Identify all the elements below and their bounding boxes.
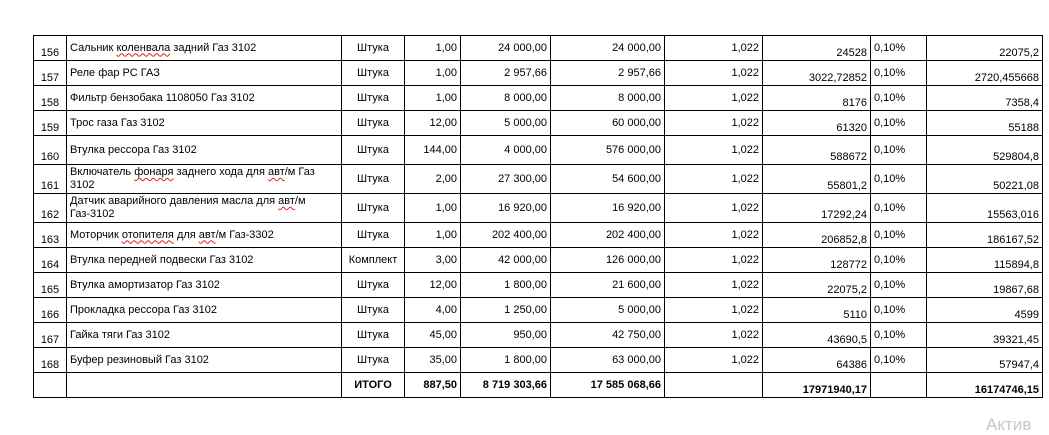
spellcheck-mark: авт: [278, 195, 295, 207]
coefficient-cell: 1,022: [665, 111, 763, 136]
calculated-cell: 55801,2: [763, 165, 871, 194]
quantity-cell: 12,00: [405, 273, 461, 298]
sum-cell: 202 400,00: [551, 223, 665, 248]
price-cell: 42 000,00: [461, 248, 551, 273]
sum-cell: 21 600,00: [551, 273, 665, 298]
price-cell: 4 000,00: [461, 136, 551, 165]
item-name: Гайка тяги Газ 3102: [67, 323, 342, 348]
item-name: Втулка рессора Газ 3102: [67, 136, 342, 165]
row-number: 158: [34, 86, 67, 111]
coefficient-cell: 1,022: [665, 248, 763, 273]
quantity-cell: 12,00: [405, 111, 461, 136]
price-cell: 8 000,00: [461, 86, 551, 111]
result-cell: 15563,016: [927, 194, 1043, 223]
coefficient-cell: 1,022: [665, 298, 763, 323]
table-row: [34, 165, 1043, 194]
total-coef-cell: [665, 373, 763, 398]
coefficient-cell: 1,022: [665, 194, 763, 223]
unit-cell: Штука: [342, 194, 405, 223]
table-row: [34, 223, 1043, 248]
percent-cell: 0,10%: [871, 194, 927, 223]
calculated-cell: 8176: [763, 86, 871, 111]
calculated-cell: 588672: [763, 136, 871, 165]
sum-cell: 126 000,00: [551, 248, 665, 273]
table-row: [34, 194, 1043, 223]
quantity-cell: 3,00: [405, 248, 461, 273]
coefficient-cell: 1,022: [665, 86, 763, 111]
unit-cell: Штука: [342, 165, 405, 194]
spellcheck-mark: авт: [267, 166, 285, 178]
quantity-cell: 35,00: [405, 348, 461, 373]
row-number: 156: [34, 36, 67, 61]
result-cell: 186167,52: [927, 223, 1043, 248]
table-row: [34, 323, 1043, 348]
result-cell: 2720,455668: [927, 61, 1043, 86]
total-name-cell: [67, 373, 342, 398]
coefficient-cell: 1,022: [665, 61, 763, 86]
result-cell: 50221,08: [927, 165, 1043, 194]
calculated-cell: 206852,8: [763, 223, 871, 248]
total-calc: 17971940,17: [763, 373, 871, 398]
sum-cell: 2 957,66: [551, 61, 665, 86]
quantity-cell: 4,00: [405, 298, 461, 323]
items-table: [33, 35, 1043, 398]
sum-cell: 16 920,00: [551, 194, 665, 223]
coefficient-cell: 1,022: [665, 223, 763, 248]
price-cell: 5 000,00: [461, 111, 551, 136]
unit-cell: Штука: [342, 323, 405, 348]
unit-cell: Штука: [342, 348, 405, 373]
quantity-cell: 1,00: [405, 86, 461, 111]
coefficient-cell: 1,022: [665, 165, 763, 194]
calculated-cell: 24528: [763, 36, 871, 61]
total-price: 8 719 303,66: [461, 373, 551, 398]
percent-cell: 0,10%: [871, 86, 927, 111]
sum-cell: 5 000,00: [551, 298, 665, 323]
result-cell: 22075,2: [927, 36, 1043, 61]
spellcheck-mark: фонаря: [134, 166, 174, 178]
calculated-cell: 43690,5: [763, 323, 871, 348]
item-name: Фильтр бензобака 1108050 Газ 3102: [67, 86, 342, 111]
unit-cell: Штука: [342, 223, 405, 248]
row-number: 163: [34, 223, 67, 248]
row-number: 159: [34, 111, 67, 136]
result-cell: 39321,45: [927, 323, 1043, 348]
unit-cell: Штука: [342, 86, 405, 111]
price-cell: 16 920,00: [461, 194, 551, 223]
calculated-cell: 22075,2: [763, 273, 871, 298]
percent-cell: 0,10%: [871, 111, 927, 136]
price-cell: 1 250,00: [461, 298, 551, 323]
percent-cell: 0,10%: [871, 273, 927, 298]
item-name: Буфер резиновый Газ 3102: [67, 348, 342, 373]
table-row: [34, 61, 1043, 86]
unit-cell: Комплект: [342, 248, 405, 273]
result-cell: 57947,4: [927, 348, 1043, 373]
quantity-cell: 45,00: [405, 323, 461, 348]
row-number: 161: [34, 165, 67, 194]
sum-cell: 54 600,00: [551, 165, 665, 194]
row-number: 164: [34, 248, 67, 273]
quantity-cell: 1,00: [405, 223, 461, 248]
price-cell: 24 000,00: [461, 36, 551, 61]
row-number: 167: [34, 323, 67, 348]
unit-cell: Штука: [342, 61, 405, 86]
result-cell: 7358,4: [927, 86, 1043, 111]
row-number: 162: [34, 194, 67, 223]
item-name: Датчик аварийного давления масла для авт/м Газ-3102: [67, 194, 342, 223]
percent-cell: 0,10%: [871, 165, 927, 194]
item-name: Сальник коленвала задний Газ 3102: [67, 36, 342, 61]
sum-cell: 8 000,00: [551, 86, 665, 111]
row-number: 157: [34, 61, 67, 86]
unit-cell: Штука: [342, 136, 405, 165]
table-row: [34, 136, 1043, 165]
calculated-cell: 128772: [763, 248, 871, 273]
percent-cell: 0,10%: [871, 61, 927, 86]
row-number: 168: [34, 348, 67, 373]
spellcheck-mark: авт: [198, 228, 216, 241]
coefficient-cell: 1,022: [665, 273, 763, 298]
calculated-cell: 17292,24: [763, 194, 871, 223]
table-row: [34, 348, 1043, 373]
quantity-cell: 144,00: [405, 136, 461, 165]
price-cell: 2 957,66: [461, 61, 551, 86]
result-cell: 4599: [927, 298, 1043, 323]
quantity-cell: 1,00: [405, 61, 461, 86]
result-cell: 115894,8: [927, 248, 1043, 273]
row-number: 166: [34, 298, 67, 323]
result-cell: 529804,8: [927, 136, 1043, 165]
activation-watermark: Актив: [986, 415, 1032, 434]
total-row: [34, 373, 1043, 398]
sum-cell: 60 000,00: [551, 111, 665, 136]
quantity-cell: 1,00: [405, 36, 461, 61]
spellcheck-mark: коленвала: [116, 41, 171, 54]
price-cell: 202 400,00: [461, 223, 551, 248]
calculated-cell: 5110: [763, 298, 871, 323]
coefficient-cell: 1,022: [665, 136, 763, 165]
percent-cell: 0,10%: [871, 298, 927, 323]
coefficient-cell: 1,022: [665, 36, 763, 61]
unit-cell: Штука: [342, 36, 405, 61]
total-pct-cell: [871, 373, 927, 398]
item-name: Втулка передней подвески Газ 3102: [67, 248, 342, 273]
price-cell: 1 800,00: [461, 273, 551, 298]
table-row: [34, 36, 1043, 61]
spellcheck-mark: отопителя: [121, 228, 174, 241]
sum-cell: 24 000,00: [551, 36, 665, 61]
table-body: [34, 36, 1043, 373]
unit-cell: Штука: [342, 273, 405, 298]
coefficient-cell: 1,022: [665, 323, 763, 348]
calculated-cell: 61320: [763, 111, 871, 136]
item-name: Втулка амортизатор Газ 3102: [67, 273, 342, 298]
quantity-cell: 2,00: [405, 165, 461, 194]
sum-cell: 63 000,00: [551, 348, 665, 373]
price-cell: 950,00: [461, 323, 551, 348]
calculated-cell: 64386: [763, 348, 871, 373]
row-number: 165: [34, 273, 67, 298]
table-row: [34, 298, 1043, 323]
percent-cell: 0,10%: [871, 248, 927, 273]
item-name: Включатель фонаря заднего хода для авт/м Газ 3102: [67, 165, 342, 194]
unit-cell: Штука: [342, 111, 405, 136]
sum-cell: 576 000,00: [551, 136, 665, 165]
total-sum: 17 585 068,66: [551, 373, 665, 398]
percent-cell: 0,10%: [871, 136, 927, 165]
item-name: Трос газа Газ 3102: [67, 111, 342, 136]
item-name: Реле фар РС ГАЗ: [67, 61, 342, 86]
sum-cell: 42 750,00: [551, 323, 665, 348]
total-num-cell: [34, 373, 67, 398]
table-row: [34, 111, 1043, 136]
total-result: 16174746,15: [927, 373, 1043, 398]
unit-cell: Штука: [342, 298, 405, 323]
table-row: [34, 273, 1043, 298]
percent-cell: 0,10%: [871, 223, 927, 248]
item-name: Моторчик отопителя для авт/м Газ-3302: [67, 223, 342, 248]
percent-cell: 0,10%: [871, 36, 927, 61]
quantity-cell: 1,00: [405, 194, 461, 223]
percent-cell: 0,10%: [871, 323, 927, 348]
table-row: [34, 86, 1043, 111]
total-label: ИТОГО: [342, 373, 405, 398]
result-cell: 19867,68: [927, 273, 1043, 298]
coefficient-cell: 1,022: [665, 348, 763, 373]
calculated-cell: 3022,72852: [763, 61, 871, 86]
percent-cell: 0,10%: [871, 348, 927, 373]
total-qty: 887,50: [405, 373, 461, 398]
table-row: [34, 248, 1043, 273]
price-cell: 1 800,00: [461, 348, 551, 373]
item-name: Прокладка рессора Газ 3102: [67, 298, 342, 323]
result-cell: 55188: [927, 111, 1043, 136]
row-number: 160: [34, 136, 67, 165]
price-cell: 27 300,00: [461, 165, 551, 194]
